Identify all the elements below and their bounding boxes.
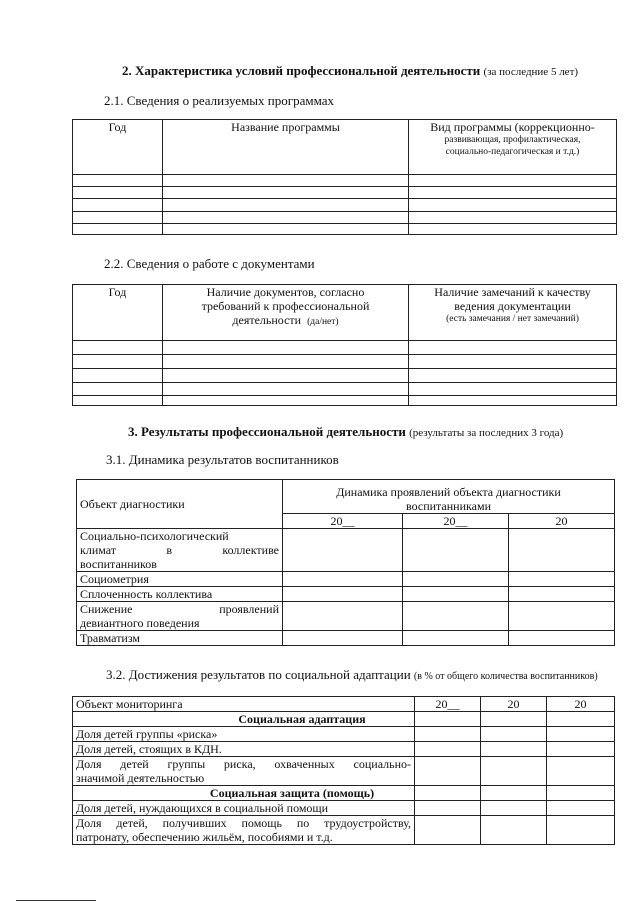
table-row: [73, 199, 617, 212]
section-3-title: 3. Результаты профессиональной деятельности: [128, 424, 406, 439]
section-3-period: (результаты за последних 3 года): [409, 427, 564, 439]
table-row: [73, 383, 617, 396]
documents-table: [72, 284, 617, 406]
row-label: Доля детей, стоящих в КДН.: [73, 742, 415, 757]
table-row: [73, 355, 617, 369]
row-label: Доля детей группы «риска»: [73, 727, 415, 742]
year-cell: 20__: [283, 514, 403, 529]
table-row: [73, 801, 615, 816]
header-documents: Наличие документов, согласно требований к профессиональной деятельности (да/нет): [163, 285, 409, 341]
year-cell: 20__: [403, 514, 509, 529]
header-object: Объект мониторинга: [73, 697, 415, 712]
row-label: Снижение проявлений девиантного поведения: [77, 602, 283, 631]
subsection-2-1-title: 2.1. Сведения о реализуемых программах: [104, 93, 334, 108]
header-program-type: Вид программы (коррекционно- развивающая, профилактическая, социально-педагогическая и т.д.): [409, 120, 617, 175]
section-3-heading: [128, 424, 563, 440]
year-cell: 20: [509, 514, 615, 529]
row-label: Социально-психологический климат в коллективе воспитанников: [77, 529, 283, 572]
programs-table: [72, 119, 617, 235]
group-header-row: [73, 786, 615, 801]
row-label: Доля детей, нуждающихся в социальной помощи: [73, 801, 415, 816]
footnote-divider: [16, 900, 96, 901]
group-title-social-adaptation: Социальная адаптация: [73, 712, 415, 727]
header-year: Год: [73, 120, 163, 175]
section-2-heading: [122, 63, 578, 79]
subsection-3-2-note: (в % от общего количества воспитанников): [413, 671, 598, 682]
header-object: Объект диагностики: [77, 480, 283, 529]
table-header-row: [73, 697, 615, 712]
adaptation-table: [72, 696, 615, 845]
table-row: [73, 187, 617, 199]
row-label: Сплоченность коллектива: [77, 587, 283, 602]
table-header-row: [73, 285, 617, 341]
year-cell: 20__: [415, 697, 481, 712]
table-row: [73, 224, 617, 235]
year-cell: 20: [547, 697, 615, 712]
table-row: [73, 369, 617, 383]
row-label: Доля детей, получивших помощь по трудоустройству, патронату, обеспечению жильём, пособиями и т.д.: [73, 816, 415, 845]
section-2-period: (за последние 5 лет): [483, 66, 579, 78]
group-header-row: [73, 712, 615, 727]
table-row: [73, 212, 617, 224]
diagnostics-table: [76, 479, 615, 646]
header-program-name: Название программы: [163, 120, 409, 175]
table-header-row: [77, 480, 615, 514]
header-dynamics: Динамика проявлений объекта диагностики воспитанниками: [283, 480, 615, 514]
subsection-2-2-title: 2.2. Сведения о работе с документами: [104, 256, 315, 271]
table-row: [77, 529, 615, 572]
table-row: [73, 341, 617, 355]
section-2-title: 2. Характеристика условий профессиональной деятельности: [122, 63, 481, 78]
table-row: [73, 727, 615, 742]
subsection-3-1-title: 3.1. Динамика результатов воспитанников: [106, 452, 339, 467]
table-row: [77, 631, 615, 646]
header-year: Год: [73, 285, 163, 341]
subsection-3-2-title: 3.2. Достижения результатов по социальной адаптации: [106, 667, 411, 682]
row-label: Социометрия: [77, 572, 283, 587]
table-row: [73, 175, 617, 187]
table-row: [73, 396, 617, 406]
subsection-3-2-heading: [106, 667, 598, 683]
table-row: [73, 816, 615, 845]
table-row: [77, 572, 615, 587]
table-row: [73, 757, 615, 786]
header-remarks: Наличие замечаний к качеству ведения документации (есть замечания / нет замечаний): [409, 285, 617, 341]
table-row: [73, 742, 615, 757]
table-row: [77, 602, 615, 631]
table-row: [77, 587, 615, 602]
row-label: Доля детей группы риска, охваченных социально- значимой деятельностью: [73, 757, 415, 786]
table-header-row: [73, 120, 617, 175]
group-title-social-protection: Социальная защита (помощь): [73, 786, 415, 801]
year-cell: 20: [481, 697, 547, 712]
row-label: Травматизм: [77, 631, 283, 646]
